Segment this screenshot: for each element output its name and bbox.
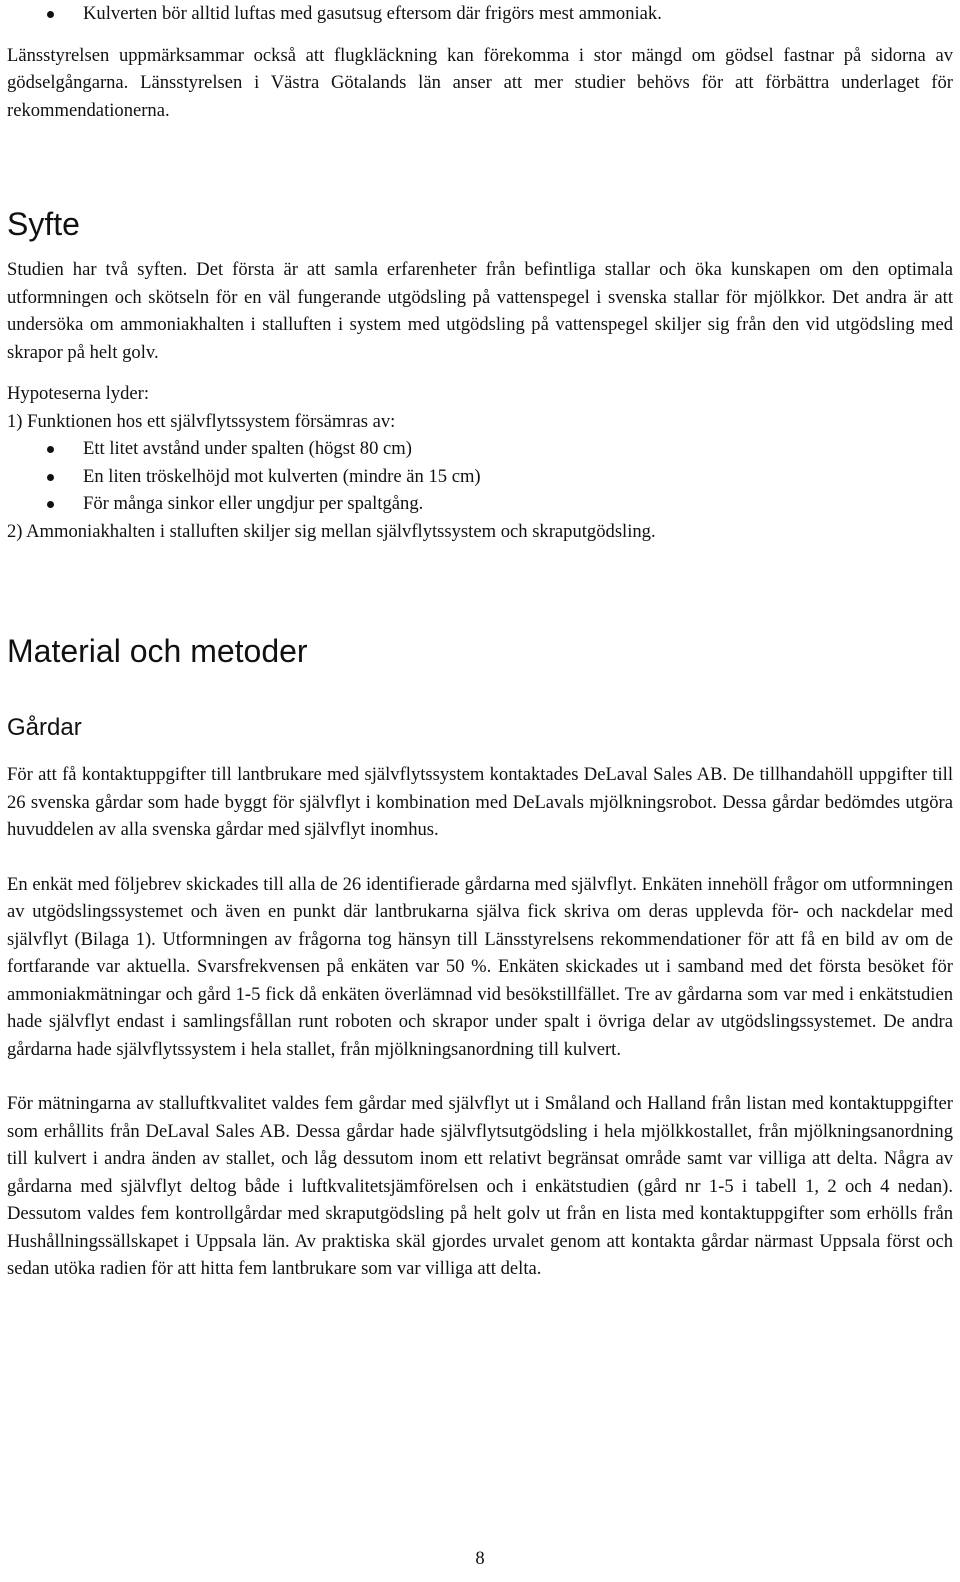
list-item	[7, 0, 953, 28]
syfte-paragraph: Studien har två syften. Det första är att samla erfarenheter från befintliga stallar och öka kunskapen om den optimala utformningen och skötseln för en väl fungerande utgödsling på vattenspegel i svenska stallar för mjölkkor. Det andra är att undersöka om ammoniakhalten i stalluften i system med utgödsling på vattenspegel skiljer sig från den vid utgödsling med skrapor på helt golv.	[7, 259, 953, 363]
list-item-text: För många sinkor eller ungdjur per spaltgång.	[83, 493, 424, 514]
section-heading-material: Material och metoder	[7, 633, 308, 669]
list-item	[7, 435, 953, 463]
bullet-icon	[47, 11, 54, 18]
hypotheses-intro: Hypoteserna lyder:	[7, 383, 149, 404]
material-paragraph-3: För mätningarna av stalluftkvalitet valdes fem gårdar med självflyt ut i Småland och Halland från listan med kontaktuppgifter som erhållits från DeLaval Sales AB. Dessa gårdar hade självflytsutgödsling i hela mjölkkostallet, från mjölkningsanordning till kulvert i andra änden av stallet, och låg dessutom inom ett relativt begränsat område samt var villiga att delta. Några av gårdarna med självflyt deltog både i luftkvalitetsjämförelsen och i enkätstudien (gård nr 1-5 i tabell 1, 2 och 4 nedan). Dessutom valdes fem kontrollgårdar med skraputgödsling på helt golv ut från en lista med kontaktuppgifter som erhölls från Hushållningssällskapet i Uppsala län. Av praktiska skäl gjordes urvalet genom att kontakta gårdar närmast Uppsala först och sedan utöka radien för att hitta fem lantbrukare som var villiga att delta.	[7, 1093, 953, 1279]
list-item-text: Ett litet avstånd under spalten (högst 80 cm)	[83, 438, 412, 459]
hypothesis-1: 1) Funktionen hos ett självflytssystem försämras av:	[7, 410, 396, 432]
intro-paragraph: Länsstyrelsen uppmärksammar också att flugkläckning kan förekomma i stor mängd om gödsel fastnar på sidorna av gödselgångarna. Länsstyrelsen i Västra Götalands län anser att mer studier behövs för att förbättra underlaget för rekommendationerna.	[7, 44, 953, 121]
bullet-icon	[47, 474, 54, 481]
hypothesis-1-list	[7, 435, 953, 518]
hypothesis-2: 2) Ammoniakhalten i stalluften skiljer sig mellan självflytssystem och skraputgödsling.	[7, 520, 656, 542]
material-paragraph-1: För att få kontaktuppgifter till lantbrukare med självflytssystem kontaktades DeLaval Sales AB. De tillhandahöll uppgifter till 26 svenska gårdar som hade byggt för självflyt i kombination med DeLavals mjölkningsrobot. Dessa gårdar bedömdes utgöra huvuddelen av alla svenska gårdar med självflyt inomhus.	[7, 764, 953, 840]
material-paragraph-2: En enkät med följebrev skickades till alla de 26 identifierade gårdarna med självflyt. Enkäten innehöll frågor om utformningen av utgödslingssystemet och även en punkt där lantbrukarna själva fick skriva om deras upplevda för- och nackdelar med självflyt (Bilaga 1). Utformningen av frågorna tog hänsyn till Länsstyrelsens rekommendationer för att få en bild av om de fortfarande var aktuella. Svarsfrekvensen på enkäten var 50 %. Enkäten skickades ut i samband med det första besöket för ammoniakmätningar och gård 1-5 fick då enkäten överlämnad vid besökstillfället. Tre av gårdarna som var med i enkätstudien hade självflyt endast i samlingsfållan runt roboten och skrapor under spalt i övriga delar av utgödslingssystemet. De andra gårdarna hade självflytssystem i hela stallet, från mjölkningsanordning till kulvert.	[7, 873, 953, 1060]
list-item	[7, 463, 953, 491]
list-item	[7, 490, 953, 518]
top-bullet-list	[7, 0, 953, 28]
section-heading-syfte: Syfte	[7, 206, 80, 242]
bullet-icon	[47, 501, 54, 508]
page-number: 8	[475, 1548, 485, 1569]
bullet-icon	[47, 446, 54, 453]
list-item-text: Kulverten bör alltid luftas med gasutsug eftersom där frigörs mest ammoniak.	[83, 3, 662, 24]
subsection-heading-gardar: Gårdar	[7, 714, 82, 741]
list-item-text: En liten tröskelhöjd mot kulverten (mindre än 15 cm)	[83, 465, 481, 487]
